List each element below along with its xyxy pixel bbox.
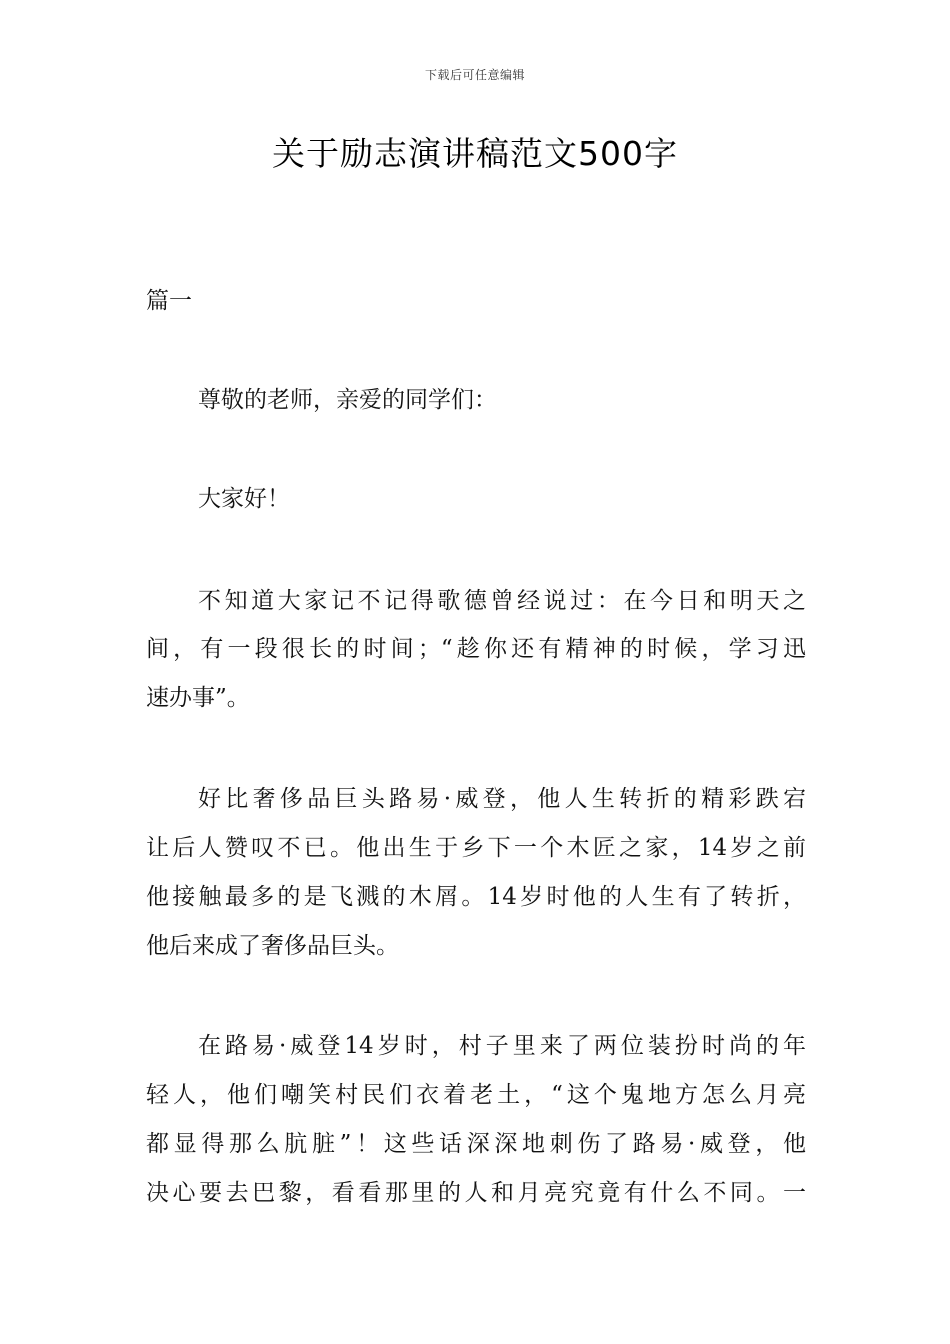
paragraph2-line: 他后来成了奢侈品巨头。: [146, 933, 399, 959]
salutation: 尊敬的老师，亲爱的同学们：: [198, 387, 497, 413]
greeting: 大家好！: [198, 486, 290, 512]
paragraph2-line: 好比奢侈品巨头路易·威登，他人生转折的精彩跌宕: [198, 786, 806, 812]
paragraph3-line: 都显得那么肮脏”！这些话深深地刺伤了路易·威登，他: [146, 1131, 806, 1157]
paragraph3-line: 决心要去巴黎，看看那里的人和月亮究竟有什么不同。一: [146, 1180, 806, 1206]
paragraph3-line: 轻人，他们嘲笑村民们衣着老土，“这个鬼地方怎么月亮: [146, 1082, 806, 1108]
paragraph1-line: 间，有一段很长的时间；“趁你还有精神的时候，学习迅: [146, 636, 806, 662]
header-note: 下载后可任意编辑: [424, 68, 525, 82]
paragraph1-line: 速办事”。: [146, 685, 250, 711]
document-title: 关于励志演讲稿范文500字: [272, 134, 678, 173]
paragraph2-line: 让后人赞叹不已。他出生于乡下一个木匠之家，14岁之前: [146, 835, 806, 861]
paragraph1-line: 不知道大家记不记得歌德曾经说过：在今日和明天之: [198, 588, 806, 614]
paragraph3-line: 在路易·威登14岁时，村子里来了两位装扮时尚的年: [198, 1033, 806, 1059]
section-label: 篇一: [146, 288, 192, 314]
paragraph2-line: 他接触最多的是飞溅的木屑。14岁时他的人生有了转折，: [146, 884, 806, 910]
